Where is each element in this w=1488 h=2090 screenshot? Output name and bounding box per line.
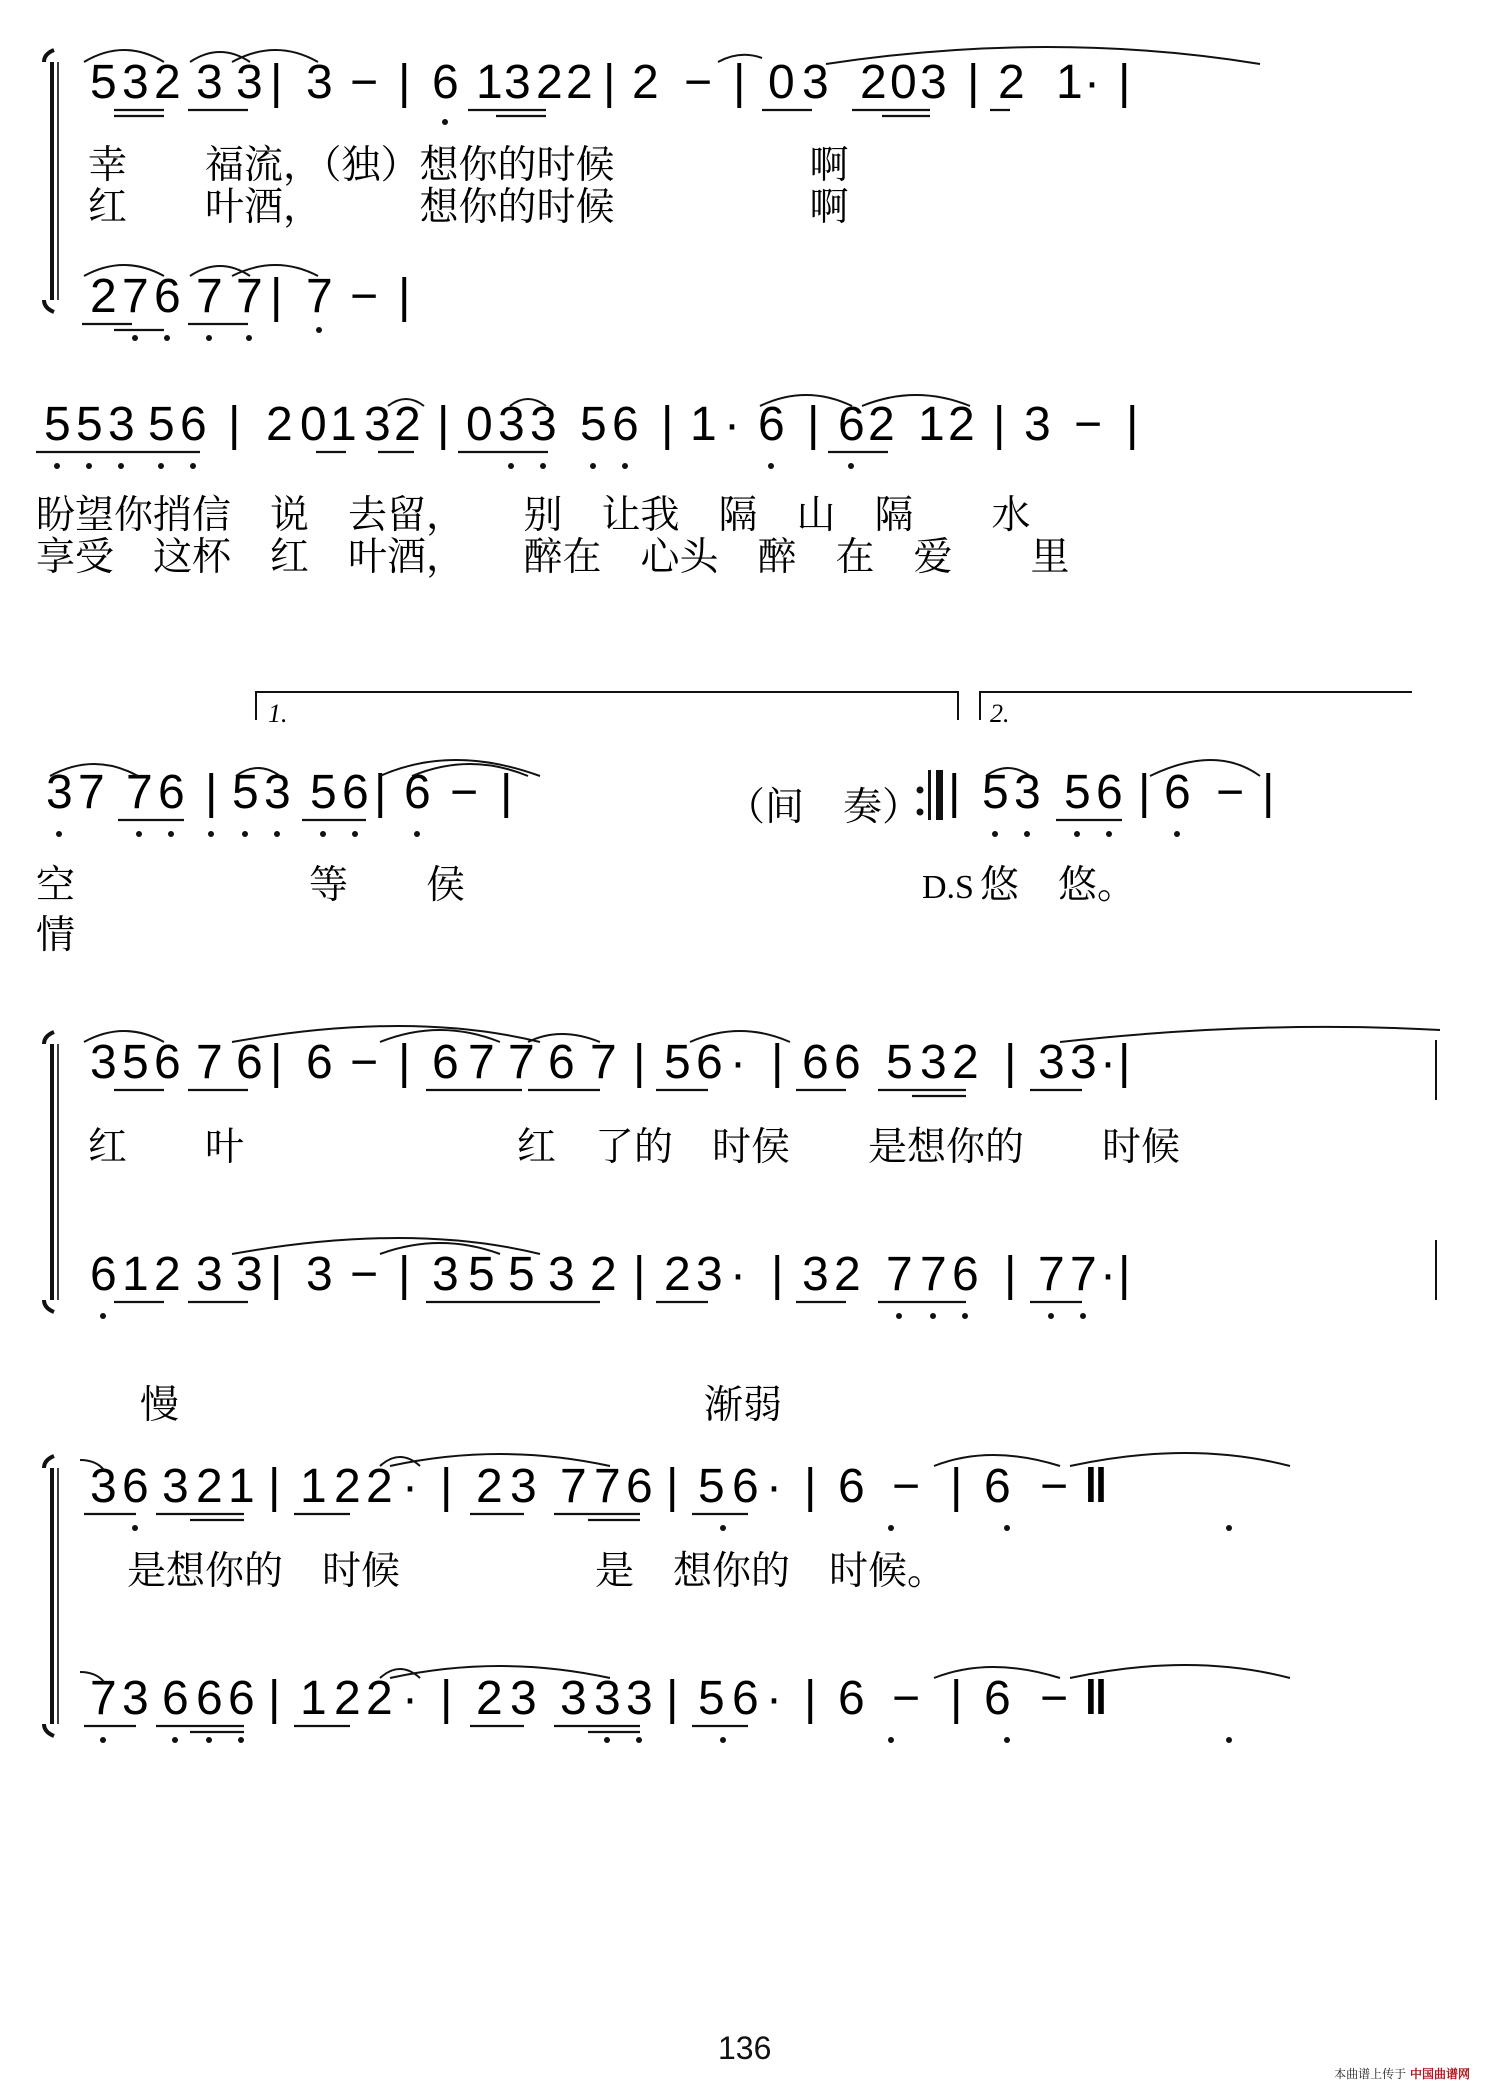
dynamic-mark-diminuendo: 渐弱 xyxy=(704,1383,783,1428)
music-line-s2 xyxy=(44,398,1138,451)
note: 6 xyxy=(432,56,459,109)
barline: | xyxy=(1126,398,1139,451)
note: 3 xyxy=(530,398,557,451)
note: 3 xyxy=(510,1460,537,1513)
note: 5 xyxy=(44,398,71,451)
music-line-s4-lower xyxy=(90,1248,1130,1301)
lyrics-s3 xyxy=(36,863,465,958)
note: 2 xyxy=(366,1672,393,1725)
note: 7 xyxy=(886,1248,913,1301)
s2-octave-dots xyxy=(54,463,854,469)
note: 6 xyxy=(612,398,639,451)
note: 3 xyxy=(920,56,947,109)
note: 5 xyxy=(698,1460,725,1513)
credit-prefix: 本曲谱上传于 xyxy=(1334,2067,1407,2081)
barline: | xyxy=(1118,56,1131,109)
dot-augmentation: · xyxy=(730,1036,746,1089)
barline: | xyxy=(661,398,674,451)
note: 3 xyxy=(236,1248,263,1301)
note: 2 xyxy=(948,398,975,451)
barline: | xyxy=(270,1248,283,1301)
note: 2 xyxy=(334,1460,361,1513)
lyrics-s5 xyxy=(88,1549,946,1594)
note: 6 xyxy=(952,1248,979,1301)
note: 2 xyxy=(860,56,887,109)
note: 1 xyxy=(300,1460,327,1513)
note: 1 xyxy=(918,398,945,451)
barline: | xyxy=(440,1672,453,1725)
note: 2 xyxy=(834,1248,861,1301)
s3-octave-dots xyxy=(56,831,1180,837)
barline: | xyxy=(967,56,980,109)
music-line-s5-lower xyxy=(90,1672,1108,1725)
note: 2 xyxy=(334,1672,361,1725)
note: 1 xyxy=(690,398,717,451)
note: 3 xyxy=(432,1248,459,1301)
note: 6 xyxy=(834,1036,861,1089)
music-line-s4-upper xyxy=(90,1036,1130,1089)
note: 6 xyxy=(984,1460,1011,1513)
page-number: 136 xyxy=(718,2030,772,2066)
note: 6 xyxy=(236,1036,263,1089)
dash-extension: − xyxy=(1040,1460,1069,1513)
dash-extension: − xyxy=(350,1036,379,1089)
lyric-line: 红 叶酒， 想你的时候 啊 xyxy=(88,185,849,230)
dash-extension: − xyxy=(892,1460,921,1513)
note: 2 xyxy=(154,1248,181,1301)
note: 7 xyxy=(78,766,105,819)
dot-augmentation: · xyxy=(1100,1036,1116,1089)
lyric-line: 幸 福流，（独）想你的时候 啊 xyxy=(88,143,849,188)
note: 6 xyxy=(306,1036,333,1089)
barline: | xyxy=(603,56,616,109)
barline: | xyxy=(1118,1248,1131,1301)
lyric-line: 享受 这杯 红 叶酒， 醉在 心头 醉 在 爱 里 xyxy=(36,535,1070,580)
note: 3 xyxy=(548,1248,575,1301)
note: 6 xyxy=(838,1672,865,1725)
note: 2 xyxy=(366,1460,393,1513)
note: 6 xyxy=(802,1036,829,1089)
system-5 xyxy=(44,1383,1290,1743)
note: 3 xyxy=(1024,398,1051,451)
dot-augmentation: · xyxy=(1100,1248,1116,1301)
note: 6 xyxy=(984,1672,1011,1725)
note: 2 xyxy=(154,56,181,109)
lyric-line: 是想你的 时候 是 想你的 时候。 xyxy=(88,1549,947,1594)
system-bracket xyxy=(44,1456,58,1736)
note: 5 xyxy=(664,1036,691,1089)
lyric-line: 红 叶 红 了的 时侯 是想你的 时候 xyxy=(88,1125,1181,1170)
note: 7 xyxy=(306,270,333,323)
barline: | xyxy=(771,1036,784,1089)
note: 5 xyxy=(1064,766,1091,819)
note: 6 xyxy=(162,1672,189,1725)
note: 7 xyxy=(196,1036,223,1089)
note: 3 xyxy=(1038,1036,1065,1089)
note: 2 xyxy=(394,398,421,451)
dash-extension: − xyxy=(1216,766,1245,819)
note: 7 xyxy=(196,270,223,323)
note: 2 xyxy=(266,398,293,451)
barline: | xyxy=(807,398,820,451)
barline: | xyxy=(440,1460,453,1513)
barline: | xyxy=(205,766,218,819)
note: 7 xyxy=(90,1672,117,1725)
barline: | xyxy=(1004,1248,1017,1301)
note: 6 xyxy=(154,1036,181,1089)
barline: | xyxy=(500,766,513,819)
note: 6 xyxy=(90,1248,117,1301)
s4-octave-dots xyxy=(100,1313,1086,1319)
system-3 xyxy=(36,692,1412,958)
lyric-line: 情 xyxy=(36,913,76,958)
note: 5 xyxy=(508,1248,535,1301)
note: 6 xyxy=(404,766,431,819)
note: 6 xyxy=(154,270,181,323)
dash-extension: − xyxy=(350,56,379,109)
note: 7 xyxy=(1038,1248,1065,1301)
system-bracket xyxy=(44,50,58,312)
note: 2 xyxy=(476,1460,503,1513)
barline: | xyxy=(804,1672,817,1725)
note: 0 xyxy=(300,398,327,451)
barline: | xyxy=(398,1248,411,1301)
dash-extension: − xyxy=(1074,398,1103,451)
barline: | xyxy=(950,1460,963,1513)
final-barline: ‖ xyxy=(1084,1460,1108,1513)
note: 3 xyxy=(560,1672,587,1725)
note: 3 xyxy=(90,1036,117,1089)
barline: | xyxy=(1262,766,1275,819)
dot-augmentation: · xyxy=(724,398,740,451)
barline: | xyxy=(437,398,450,451)
dash-extension: − xyxy=(1040,1672,1069,1725)
lyrics-s1 xyxy=(88,143,849,230)
note: 5 xyxy=(122,1036,149,1089)
dot-augmentation: · xyxy=(766,1460,782,1513)
note: 6 xyxy=(1096,766,1123,819)
note: 7 xyxy=(508,1036,535,1089)
note: 6 xyxy=(838,1460,865,1513)
note: 2 xyxy=(196,1460,223,1513)
note: 6 xyxy=(228,1672,255,1725)
note: 5 xyxy=(698,1672,725,1725)
note: 3 xyxy=(504,56,531,109)
lyrics-s2 xyxy=(36,493,1070,580)
note: 6 xyxy=(342,766,369,819)
music-line-s1-lower xyxy=(90,270,410,323)
note: 3 xyxy=(162,1460,189,1513)
note: 6 xyxy=(1164,766,1191,819)
final-barline: ‖ xyxy=(1084,1672,1108,1725)
note: 3 xyxy=(696,1248,723,1301)
note: 3 xyxy=(122,56,149,109)
barline: | xyxy=(733,56,746,109)
barline: | xyxy=(993,398,1006,451)
note: 6 xyxy=(180,398,207,451)
dot-augmentation: · xyxy=(402,1460,418,1513)
note: 7 xyxy=(236,270,263,323)
lyric-line: 空 等 侯 xyxy=(36,863,466,908)
note: 5 xyxy=(580,398,607,451)
note: 6 xyxy=(432,1036,459,1089)
note: 3 xyxy=(122,1672,149,1725)
note: 2 xyxy=(566,56,593,109)
barline: | xyxy=(633,1248,646,1301)
note: 2 xyxy=(868,398,895,451)
barline: | xyxy=(270,270,283,323)
note: 2 xyxy=(952,1036,979,1089)
ds-marker: D.S xyxy=(922,869,974,906)
note: 3 xyxy=(264,766,291,819)
dot-augmentation: · xyxy=(766,1672,782,1725)
barline: | xyxy=(948,766,961,819)
note: 5 xyxy=(90,56,117,109)
note: 3 xyxy=(920,1036,947,1089)
note: 3 xyxy=(364,398,391,451)
note: 3 xyxy=(196,1248,223,1301)
dot-augmentation: · xyxy=(730,1248,746,1301)
note: 2 xyxy=(664,1248,691,1301)
barline: | xyxy=(228,398,241,451)
volta-2-label: 2. xyxy=(990,699,1010,728)
note: 7 xyxy=(560,1460,587,1513)
note: 3 xyxy=(510,1672,537,1725)
dash-extension: − xyxy=(450,766,479,819)
lyric-line: 盼望你捎信 说 去留， 别 让我 隔 山 隔 水 xyxy=(36,493,1031,538)
note: 6 xyxy=(732,1672,759,1725)
note: 1 xyxy=(300,1672,327,1725)
dot-augmentation: · xyxy=(402,1672,418,1725)
dash-extension: − xyxy=(350,1248,379,1301)
music-line-s1-upper xyxy=(90,56,1130,109)
barline: | xyxy=(771,1248,784,1301)
music-line-s5-upper xyxy=(90,1460,1108,1513)
barline: | xyxy=(268,1460,281,1513)
barline: | xyxy=(268,1672,281,1725)
note: 0 xyxy=(466,398,493,451)
note: 3 xyxy=(626,1672,653,1725)
note: 5 xyxy=(468,1248,495,1301)
music-line-s3 xyxy=(46,766,1274,819)
barline: | xyxy=(950,1672,963,1725)
note: 3 xyxy=(90,1460,117,1513)
note: 3 xyxy=(1070,1036,1097,1089)
dash-extension: − xyxy=(892,1672,921,1725)
dash-extension: − xyxy=(684,56,713,109)
note: 5 xyxy=(886,1036,913,1089)
note: 3 xyxy=(498,398,525,451)
note: 2 xyxy=(632,56,659,109)
note: 2 xyxy=(476,1672,503,1725)
note: 3 xyxy=(306,1248,333,1301)
dash-extension: − xyxy=(350,270,379,323)
note: 7 xyxy=(126,766,153,819)
note: 0 xyxy=(768,56,795,109)
barline: | xyxy=(398,56,411,109)
barline: | xyxy=(666,1460,679,1513)
note: 7 xyxy=(1070,1248,1097,1301)
barline: | xyxy=(1118,1036,1131,1089)
barline: | xyxy=(1004,1036,1017,1089)
note: 5 xyxy=(982,766,1009,819)
dot-augmentation: · xyxy=(1084,56,1100,109)
system-2 xyxy=(36,395,1138,580)
note: 3 xyxy=(802,56,829,109)
note: 0 xyxy=(890,56,917,109)
note: 1 xyxy=(122,1248,149,1301)
tempo-mark-slow: 慢 xyxy=(140,1383,180,1428)
note: 6 xyxy=(548,1036,575,1089)
note: 3 xyxy=(236,56,263,109)
system-1 xyxy=(44,47,1260,341)
note: 1 xyxy=(1056,56,1083,109)
note: 3 xyxy=(108,398,135,451)
note: 6 xyxy=(696,1036,723,1089)
barline: | xyxy=(270,56,283,109)
barline: | xyxy=(374,766,387,819)
note: 1 xyxy=(476,56,503,109)
system-4 xyxy=(44,1026,1440,1319)
note: 6 xyxy=(732,1460,759,1513)
note: 7 xyxy=(590,1036,617,1089)
system-bracket xyxy=(44,1032,58,1312)
note: 2 xyxy=(90,270,117,323)
note: 7 xyxy=(468,1036,495,1089)
note: 6 xyxy=(758,398,785,451)
note: 1 xyxy=(228,1460,255,1513)
credit-site: 中国曲谱网 xyxy=(1409,2067,1470,2081)
note: 3 xyxy=(594,1672,621,1725)
note: 1 xyxy=(330,398,357,451)
note: 2 xyxy=(998,56,1025,109)
lyrics-s4 xyxy=(88,1125,1180,1170)
watermark-credit xyxy=(1334,2065,1470,2082)
barline: | xyxy=(666,1672,679,1725)
note: 7 xyxy=(594,1460,621,1513)
barline: | xyxy=(270,1036,283,1089)
volta-1-label: 1. xyxy=(268,699,288,728)
note: 3 xyxy=(1014,766,1041,819)
note: 6 xyxy=(196,1672,223,1725)
note: 3 xyxy=(46,766,73,819)
volta-brackets xyxy=(256,692,1412,720)
note: 7 xyxy=(920,1248,947,1301)
note: 5 xyxy=(76,398,103,451)
ds-lyric: 悠 悠。 xyxy=(980,863,1137,908)
note: 6 xyxy=(158,766,185,819)
note: 5 xyxy=(148,398,175,451)
note: 2 xyxy=(536,56,563,109)
barline: | xyxy=(1138,766,1151,819)
note: 3 xyxy=(306,56,333,109)
barline: | xyxy=(398,1036,411,1089)
note: 2 xyxy=(590,1248,617,1301)
note: 3 xyxy=(802,1248,829,1301)
note: 3 xyxy=(196,56,223,109)
note: 5 xyxy=(232,766,259,819)
note: 6 xyxy=(626,1460,653,1513)
note: 5 xyxy=(310,766,337,819)
barline: | xyxy=(398,270,411,323)
note: 7 xyxy=(122,270,149,323)
note: 6 xyxy=(122,1460,149,1513)
note: 6 xyxy=(838,398,865,451)
barline: | xyxy=(804,1460,817,1513)
barline: | xyxy=(633,1036,646,1089)
interlude-label: （间 奏） xyxy=(726,785,922,830)
